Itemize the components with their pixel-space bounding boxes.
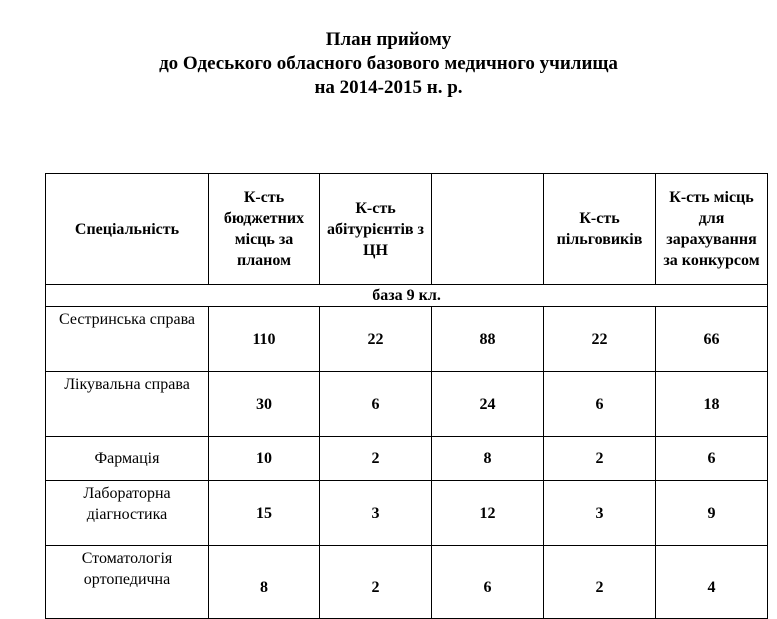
table-header-row xyxy=(46,174,768,285)
title-line-3: на 2014-2015 н. р. xyxy=(314,77,463,98)
competition-places: 4 xyxy=(656,546,768,619)
section-label: база 9 кл. xyxy=(46,285,768,307)
competition-places: 9 xyxy=(656,481,768,546)
header-competition-places: К-сть місць для зарахування за конкурсом xyxy=(656,174,768,285)
header-budget-places: К-сть бюджетних місць за планом xyxy=(209,174,320,285)
specialty-name: Стоматологія ортопедична xyxy=(46,546,209,619)
header-column-4 xyxy=(432,174,544,285)
budget-places: 10 xyxy=(209,437,320,481)
header-specialty: Спеціальність xyxy=(46,174,209,285)
beneficiaries: 3 xyxy=(544,481,656,546)
title-line-2: до Одеського обласного базового медичного училища xyxy=(159,53,618,74)
budget-places: 8 xyxy=(209,546,320,619)
competition-places: 66 xyxy=(656,307,768,372)
column-4-value: 88 xyxy=(432,307,544,372)
table-row xyxy=(46,546,768,619)
admission-plan-table xyxy=(45,173,768,619)
header-applicants-cn: К-сть абітурієнтів з ЦН xyxy=(320,174,432,285)
specialty-name: Сестринська справа xyxy=(46,307,209,372)
applicants-cn: 2 xyxy=(320,546,432,619)
title-line-1: План прийому xyxy=(325,29,452,50)
applicants-cn: 2 xyxy=(320,437,432,481)
budget-places: 110 xyxy=(209,307,320,372)
applicants-cn: 3 xyxy=(320,481,432,546)
table-row xyxy=(46,307,768,372)
specialty-name: Лікувальна справа xyxy=(46,372,209,437)
table-row xyxy=(46,437,768,481)
beneficiaries: 2 xyxy=(544,437,656,481)
table-row xyxy=(46,481,768,546)
applicants-cn: 22 xyxy=(320,307,432,372)
column-4-value: 12 xyxy=(432,481,544,546)
table-row xyxy=(46,372,768,437)
specialty-name: Фармація xyxy=(46,437,209,481)
beneficiaries: 6 xyxy=(544,372,656,437)
beneficiaries: 2 xyxy=(544,546,656,619)
column-4-value: 24 xyxy=(432,372,544,437)
applicants-cn: 6 xyxy=(320,372,432,437)
competition-places: 6 xyxy=(656,437,768,481)
section-row xyxy=(46,285,768,307)
budget-places: 15 xyxy=(209,481,320,546)
competition-places: 18 xyxy=(656,372,768,437)
document-title xyxy=(0,28,777,100)
column-4-value: 6 xyxy=(432,546,544,619)
specialty-name: Лабораторна діагностика xyxy=(46,481,209,546)
budget-places: 30 xyxy=(209,372,320,437)
beneficiaries: 22 xyxy=(544,307,656,372)
column-4-value: 8 xyxy=(432,437,544,481)
header-beneficiaries: К-сть пільговиків xyxy=(544,174,656,285)
